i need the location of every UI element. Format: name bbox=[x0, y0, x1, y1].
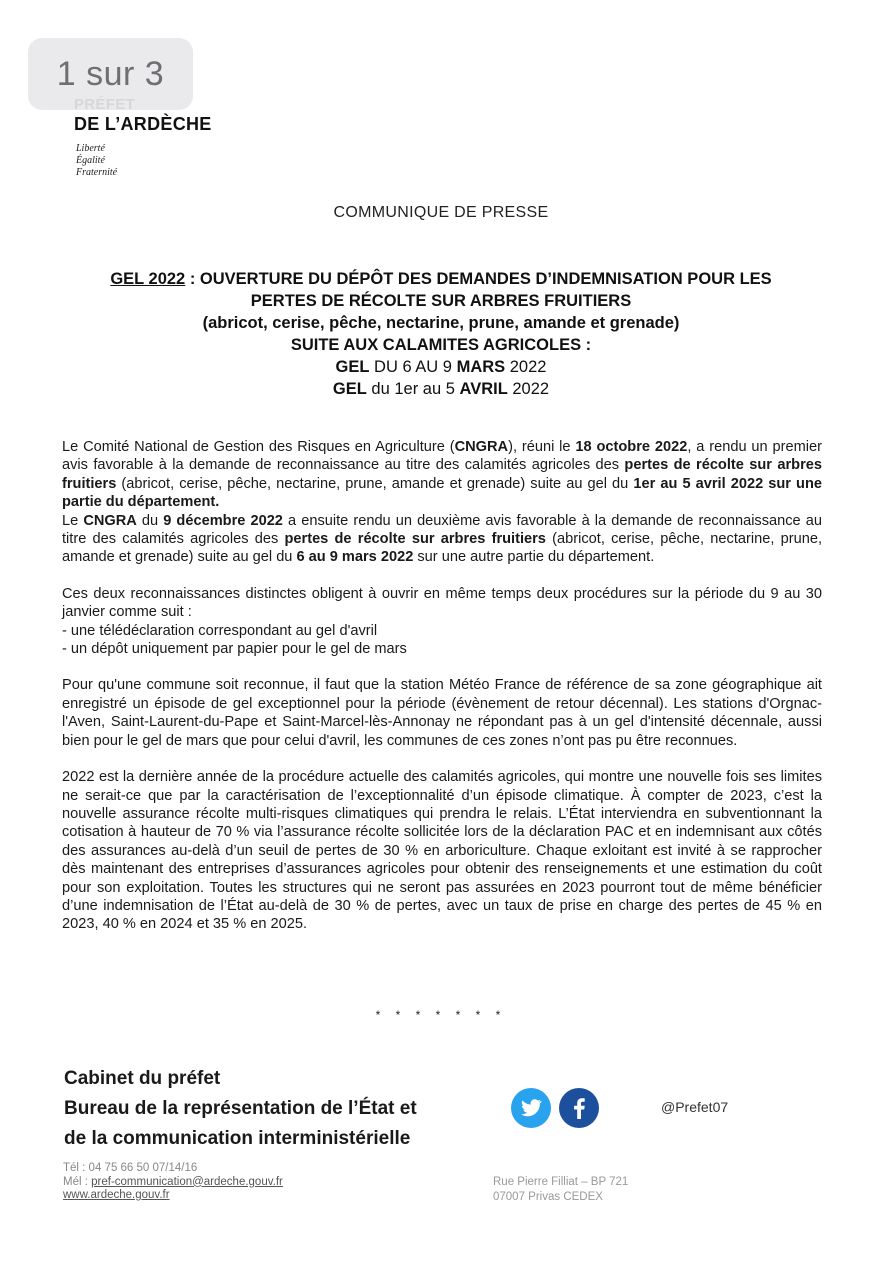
motto-liberte: Liberté bbox=[76, 143, 105, 154]
email-line: Mél : pref-communication@ardeche.gouv.fr bbox=[63, 1175, 283, 1188]
twitter-handle[interactable]: @Prefet07 bbox=[661, 1099, 729, 1115]
headline-gel-mars: GEL DU 6 AU 9 MARS 2022 bbox=[335, 358, 547, 376]
headline-line-3: (abricot, cerise, pêche, nectarine, prune, amande et grenade) bbox=[202, 314, 680, 332]
headline-gel-avril: GEL du 1er au 5 AVRIL 2022 bbox=[332, 380, 550, 398]
paragraph-insurance: 2022 est la dernière année de la procédure actuelle des calamités agricoles, qui montre une nouvelle fois ses limites ne serait-ce que par la caractérisation de l’exceptionnalité d’un épisode climatique. À compter de 2023, c’est la nouvelle assurance récolte multi-risques climatiques qui prendra le relais. L’État interviendra en subventionnant la cotisation à hauteur de 70 % via l’assurance récolte sollicitée lors de la déclaration PAC et en indemnisant aux côtés des assurances au-delà d’un seuil de pertes de 30 % en arboriculture. Chaque exloitant est invité à se rapprocher dès maintenant des entreprises d’assurances agricoles pour obtenir des renseignements et une estimation du coût pour son exploitation. Toutes les structures qui ne seront pas assurées en 2023 pourront tout de même bénéficier d’une indemnisation de l’État au-delà de 30 % de pertes, avec un taux de prise en charge des pertes de 45 % en 2023, 40 % en 2024 et 35 % en 2025. bbox=[62, 769, 822, 933]
separator-stars: * * * * * * * bbox=[375, 1008, 507, 1022]
paragraph-cngra-december: Le CNGRA du 9 décembre 2022 a ensuite rendu un deuxième avis favorable à la demande de reconnaissance au titre des calamités agricoles des pertes de récolte sur arbres fruitiers (abricot, cerise, pêche, nectarine, prune, amande et grenade) suite au gel du 6 au 9 mars 2022 sur une autre partie du département. bbox=[62, 512, 822, 566]
paragraph-procedures: Ces deux reconnaissances distinctes obligent à ouvrir en même temps deux procédures sur la période du 9 au 30 janvier comme suit : bbox=[62, 585, 822, 621]
paragraph-stations: Pour qu'une commune soit reconnue, il faut que la station Météo France de référence de sa zone géographique ait enregistré un épisode de gel exceptionnel pour la période (évènement de retour décennal). Les stations d'Orgnac-l'Aven, Saint-Laurent-du-Pape et Saint-Marcel-lès-Annonay ne répondant pas à un gel d'intensité décennale, aussi bien pour le gel de mars que pour celui d'avril, les communes de ces zones n’ont pas pu être reconnues. bbox=[62, 677, 822, 749]
headline-line-1 bbox=[40, 268, 842, 290]
twitter-icon[interactable] bbox=[511, 1088, 551, 1133]
paragraph-cngra-october: Le Comité National de Gestion des Risques en Agriculture (CNGRA), réuni le 18 octobre 2022, a rendu un premier avis favorable à la demande de reconnaissance au titre des calamités agricoles des pertes de récolte sur arbres fruitiers (abricot, cerise, pêche, nectarine, prune, amande et grenade) suite au gel du 1er au 5 avril 2022 sur une partie du département. bbox=[62, 439, 822, 511]
page-indicator: 1 sur 3 bbox=[28, 38, 193, 110]
headline bbox=[40, 268, 842, 400]
headline-line-1-rest: : OUVERTURE DU DÉPÔT DES DEMANDES D’INDEMNISATION POUR LES bbox=[185, 270, 772, 288]
cabinet-line-1: Cabinet du préfet bbox=[64, 1068, 221, 1089]
address-line-2: 07007 Privas CEDEX bbox=[493, 1191, 603, 1203]
motto-fraternite: Fraternité bbox=[76, 167, 118, 178]
headline-line-2: PERTES DE RÉCOLTE SUR ARBRES FRUITIERS bbox=[250, 292, 632, 310]
headline-gel-2022: GEL 2022 bbox=[110, 270, 186, 288]
list-item: - un dépôt uniquement par papier pour le gel de mars bbox=[62, 641, 407, 658]
headline-line-4: SUITE AUX CALAMITES AGRICOLES : bbox=[290, 336, 592, 354]
cabinet-line-2: Bureau de la représentation de l’État et bbox=[64, 1098, 417, 1119]
address-line-1: Rue Pierre Filliat – BP 721 bbox=[493, 1176, 629, 1188]
phone-number: Tél : 04 75 66 50 07/14/16 bbox=[63, 1162, 198, 1174]
facebook-icon[interactable] bbox=[559, 1088, 599, 1133]
postal-address bbox=[493, 1175, 628, 1205]
body-text bbox=[62, 438, 822, 934]
cabinet-block bbox=[64, 1064, 504, 1154]
contact-info bbox=[63, 1162, 283, 1203]
list-item: - une télédéclaration correspondant au gel d'avril bbox=[62, 622, 378, 639]
press-release-label: COMMUNIQUE DE PRESSE bbox=[333, 204, 549, 221]
motto-egalite: Égalité bbox=[76, 155, 105, 166]
republic-motto bbox=[76, 143, 117, 179]
cabinet-line-3: de la communication interministérielle bbox=[64, 1128, 411, 1149]
website-link[interactable]: www.ardeche.gouv.fr bbox=[63, 1189, 170, 1201]
email-link[interactable]: pref-communication@ardeche.gouv.fr bbox=[91, 1175, 283, 1188]
logo-line-2: DE L’ARDÈCHE bbox=[74, 114, 212, 134]
